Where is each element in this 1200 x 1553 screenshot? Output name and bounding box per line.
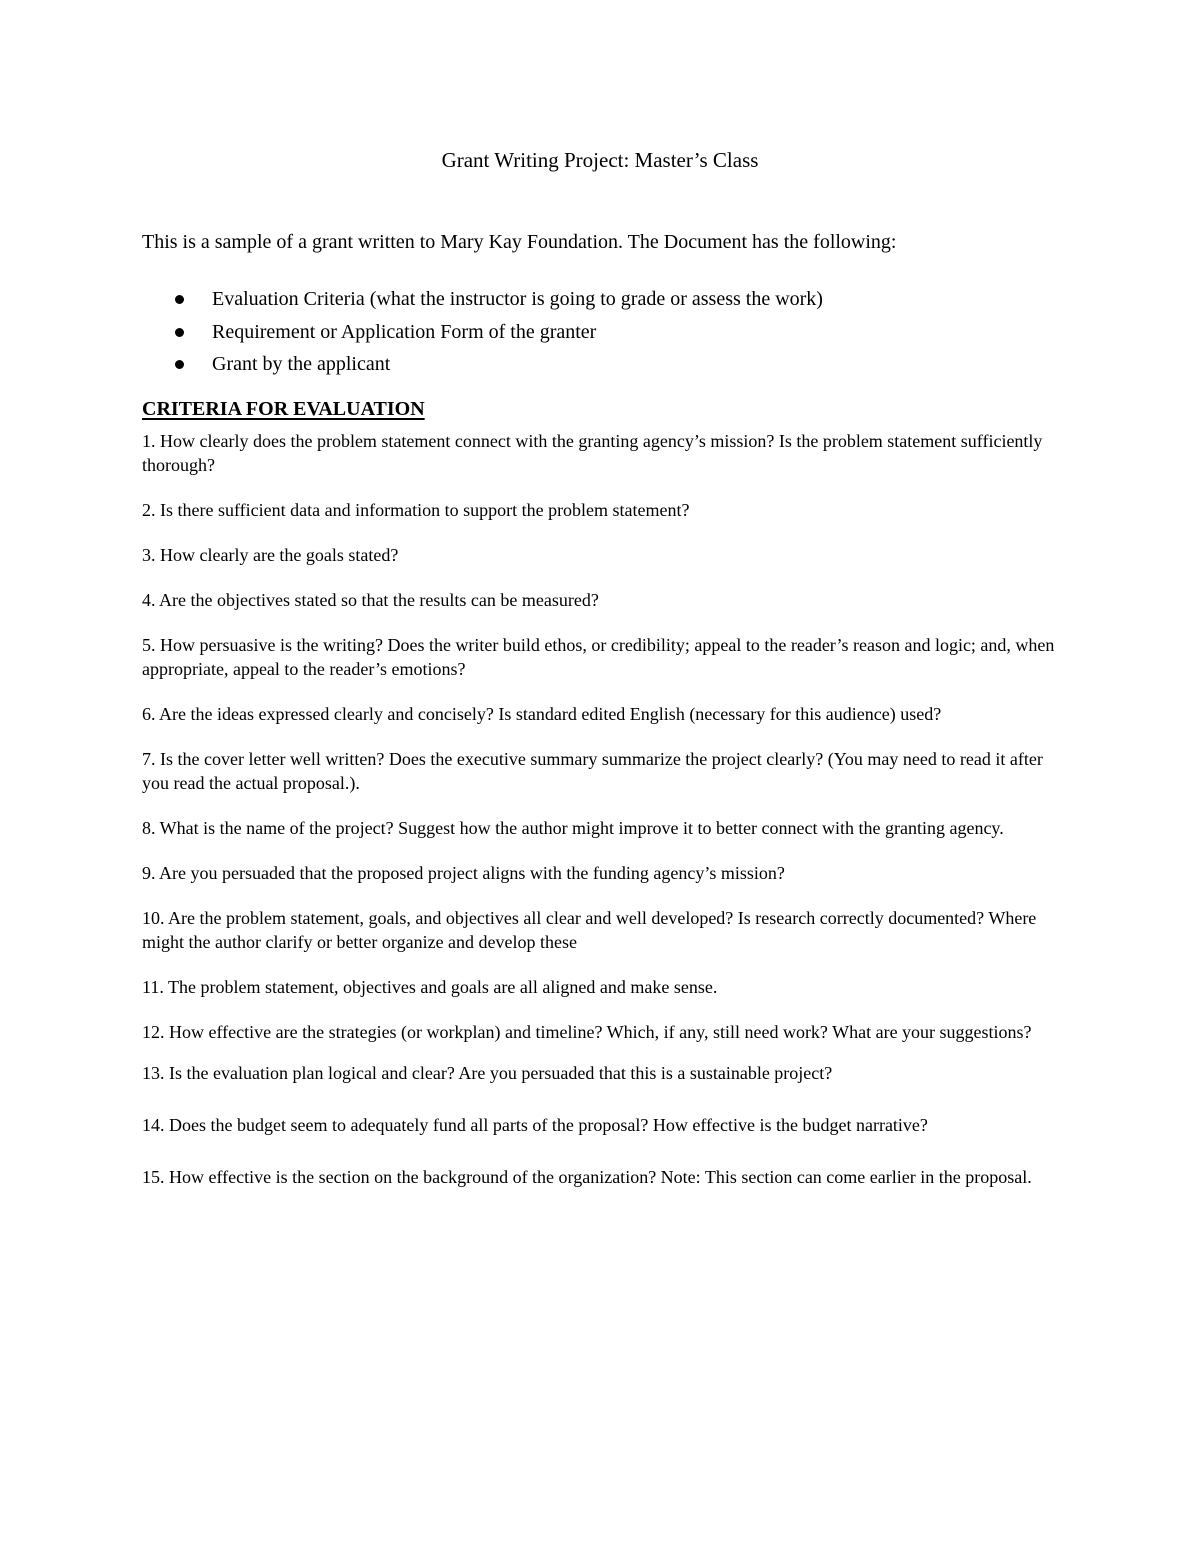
- criteria-item: 7. Is the cover letter well written? Does the executive summary summarize the project clearly? (You may need to read it after you read the actual proposal.).: [142, 749, 1043, 793]
- intro-paragraph: This is a sample of a grant written to Mary Kay Foundation. The Document has the following:: [142, 231, 897, 253]
- criteria-heading: CRITERIA FOR EVALUATION: [142, 398, 425, 420]
- criteria-item: 2. Is there sufficient data and information to support the problem statement?: [142, 500, 690, 520]
- criteria-item: 8. What is the name of the project? Suggest how the author might improve it to better connect with the granting agency.: [142, 818, 1004, 838]
- criteria-list: [142, 429, 1062, 1210]
- bullet-item: [142, 283, 823, 316]
- criteria-item: 12. How effective are the strategies (or workplan) and timeline? Which, if any, still need work? What are your suggestions?: [142, 1022, 1032, 1042]
- bullet-item: [142, 316, 823, 349]
- document-title: Grant Writing Project: Master’s Class: [441, 148, 759, 172]
- bullet-text: Requirement or Application Form of the granter: [212, 320, 597, 343]
- criteria-item: 5. How persuasive is the writing? Does the writer build ethos, or credibility; appeal to the reader’s reason and logic; and, when appropriate, appeal to the reader’s emotions?: [142, 635, 1055, 679]
- criteria-item: 1. How clearly does the problem statement connect with the granting agency’s mission? Is the problem statement sufficiently thorough?: [142, 431, 1043, 475]
- criteria-item: 6. Are the ideas expressed clearly and concisely? Is standard edited English (necessary for this audience) used?: [142, 704, 942, 724]
- criteria-item: 15. How effective is the section on the background of the organization? Note: This section can come earlier in the proposal.: [142, 1167, 1032, 1187]
- criteria-item: 9. Are you persuaded that the proposed project aligns with the funding agency’s mission?: [142, 863, 785, 883]
- bullet-dot-icon: [175, 360, 184, 369]
- bullet-item: [142, 348, 823, 381]
- bullet-dot-icon: [175, 328, 184, 337]
- criteria-item: 11. The problem statement, objectives and goals are all aligned and make sense.: [142, 977, 718, 997]
- criteria-item: 4. Are the objectives stated so that the results can be measured?: [142, 590, 599, 610]
- criteria-item: 10. Are the problem statement, goals, and objectives all clear and well developed? Is research correctly documented? Where might the author clarify or better organize and develop these: [142, 908, 1037, 952]
- criteria-item: 14. Does the budget seem to adequately fund all parts of the proposal? How effective is the budget narrative?: [142, 1115, 928, 1135]
- bullet-dot-icon: [175, 295, 184, 304]
- criteria-item: 3. How clearly are the goals stated?: [142, 545, 399, 565]
- contents-bullet-list: [142, 283, 823, 381]
- criteria-item: 13. Is the evaluation plan logical and clear? Are you persuaded that this is a sustainable project?: [142, 1063, 833, 1083]
- bullet-text: Grant by the applicant: [212, 353, 391, 375]
- bullet-text: Evaluation Criteria (what the instructor is going to grade or assess the work): [212, 288, 823, 310]
